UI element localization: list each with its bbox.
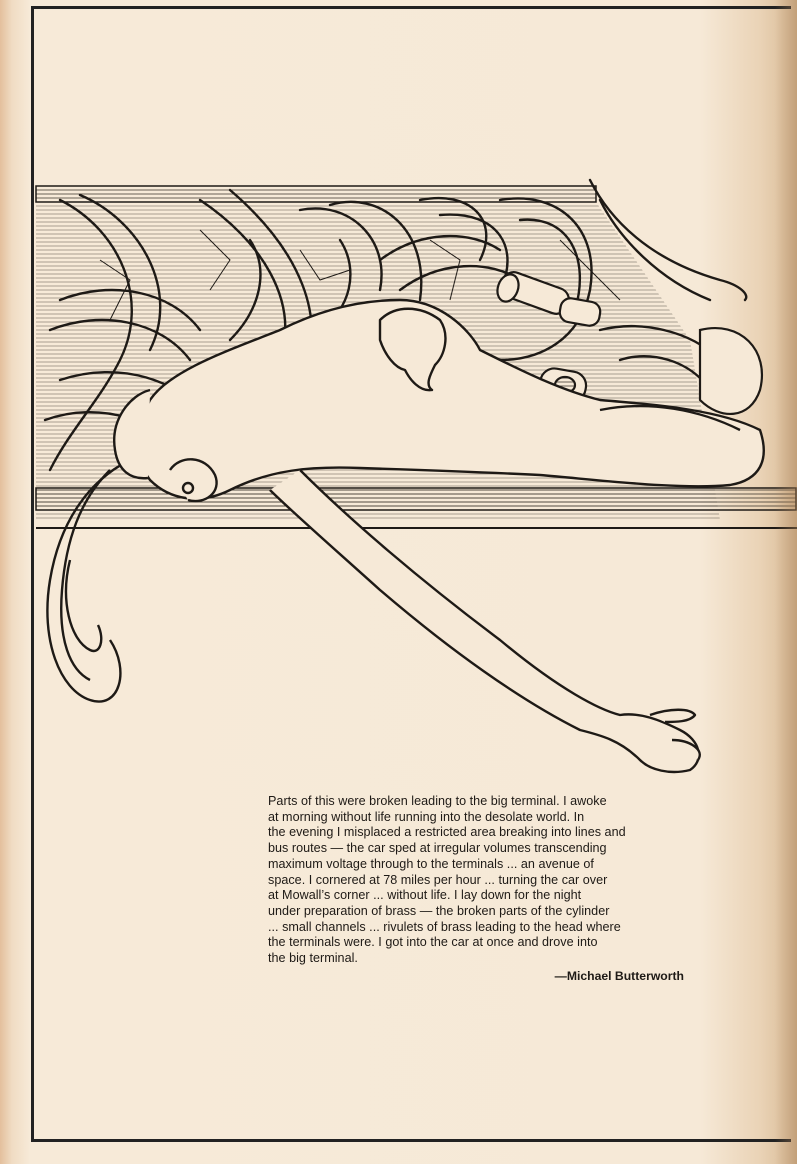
poem-line: the big terminal. — [268, 951, 358, 966]
poem-line: maximum voltage through to the terminals ... an avenue of — [268, 856, 594, 871]
poem-line: the evening I misplaced a restricted area breaking into lines and — [268, 825, 626, 840]
poem-line: at morning without life running into the desolate world. In — [268, 809, 585, 824]
poem-line: the terminals were. I got into the car at once and drove into — [268, 935, 598, 950]
page-edge-shadow — [775, 0, 797, 1164]
poem-line: space. I cornered at 78 miles per hour ... turning the car over — [268, 872, 608, 887]
author-credit: —Michael Butterworth — [554, 968, 684, 983]
poem-line: at Mowall’s corner ... without life. I lay down for the night — [268, 888, 582, 903]
poem-line: ... small channels ... rivulets of brass leading to the head where — [268, 919, 621, 934]
poem-line: bus routes — the car sped at irregular volumes transcending — [268, 841, 607, 856]
prose-poem — [268, 794, 708, 984]
poem-line: under preparation of brass — the broken parts of the cylinder — [268, 903, 610, 918]
poem-line: Parts of this were broken leading to the big terminal. I awoke — [268, 794, 607, 808]
